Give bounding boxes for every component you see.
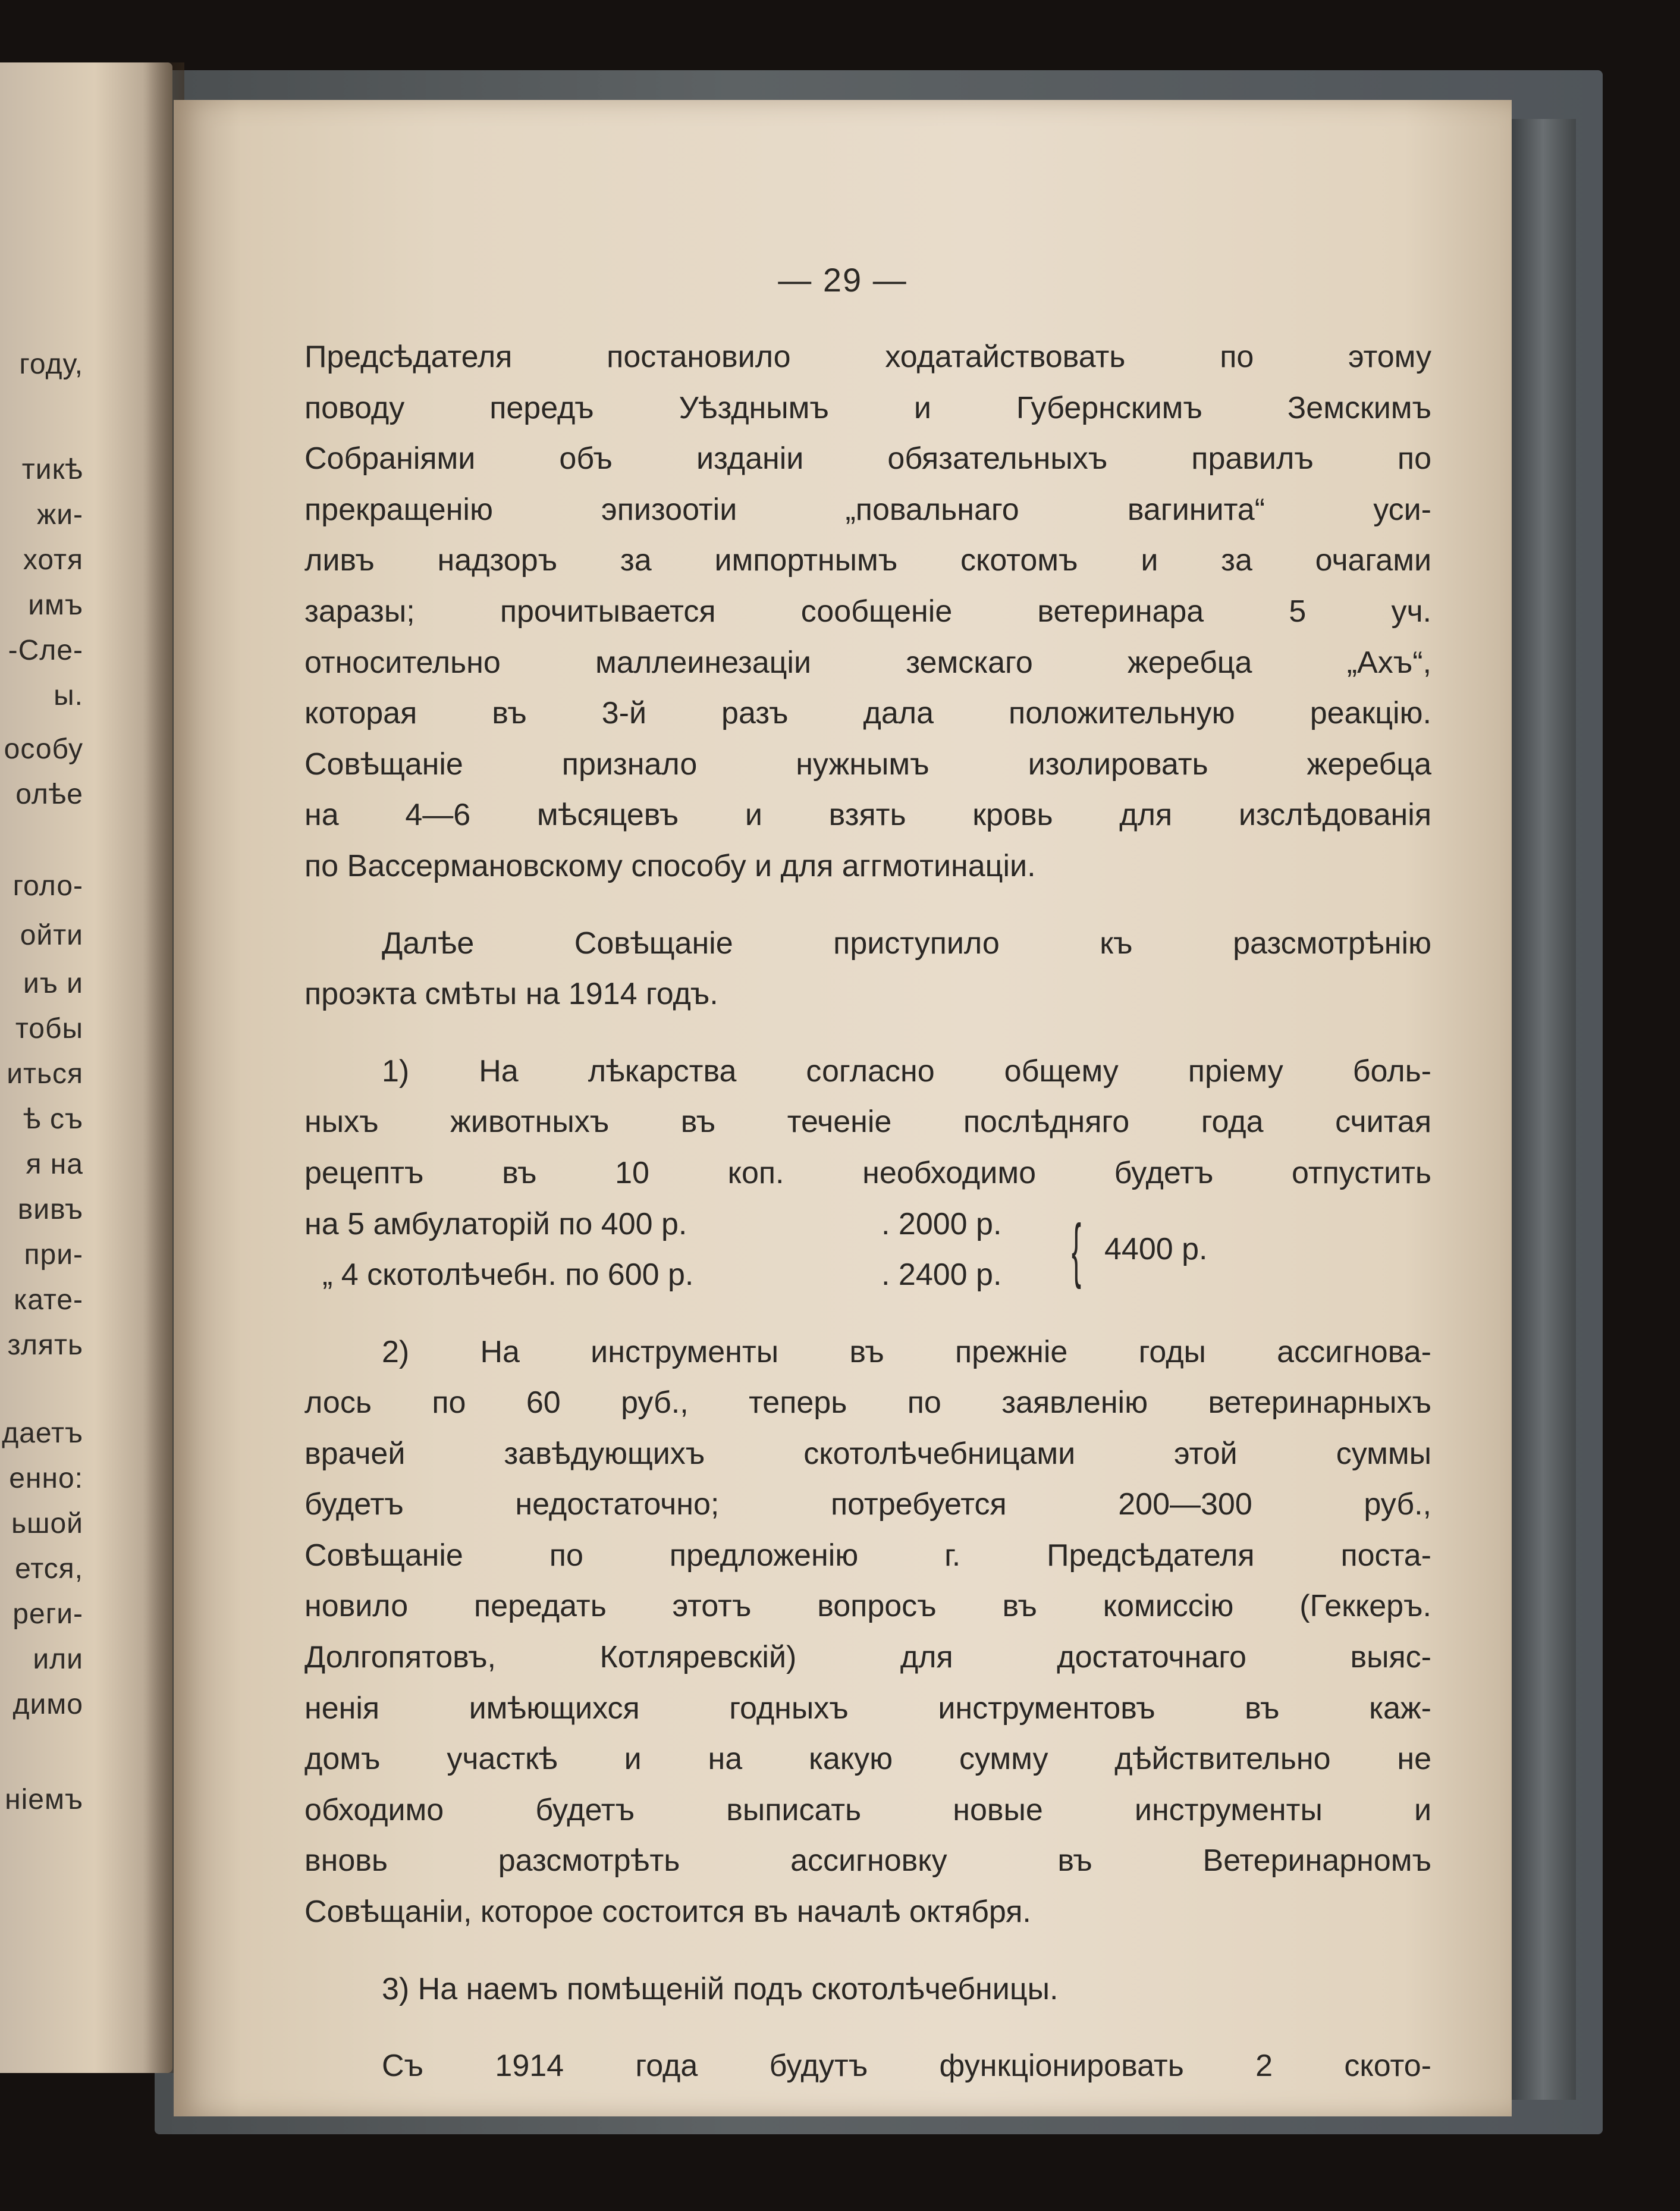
- text-line: Совѣщаніи, которое состоится въ началѣ октября.: [304, 1895, 1031, 1930]
- text-line: заразы; прочитывается сообщеніе ветеринара 5 уч.: [304, 594, 1431, 629]
- page-text: [304, 332, 1431, 2092]
- left-page-text-fragment: иъ и: [23, 968, 83, 999]
- text-line: врачей завѣдующихъ скотолѣчебницами этой суммы: [304, 1436, 1431, 1471]
- paragraph-2: [304, 918, 1431, 1020]
- text-line: которая въ 3-й разъ дала положительную реакцію.: [304, 696, 1431, 731]
- text-line: 2) На инструменты въ прежніе годы ассигнова-: [382, 1334, 1431, 1369]
- text-line: Собраніями объ изданіи обязательныхъ правилъ по: [304, 441, 1431, 476]
- left-page-text-fragment: я на: [26, 1149, 83, 1180]
- left-page-text-fragment: ойти: [20, 920, 83, 951]
- paragraph-3: [304, 1046, 1431, 1199]
- text-line: рецептъ въ 10 коп. необходимо будетъ отпустить: [304, 1155, 1431, 1190]
- book-cover-edge: [1511, 119, 1576, 2100]
- text-line: Предсѣдателя постановило ходатайствовать по этому: [304, 340, 1431, 374]
- cost-total: 4400 р.: [1104, 1231, 1208, 1266]
- left-page-text-fragment: голо-: [12, 870, 83, 902]
- text-line: Совѣщаніе признало нужнымъ изолировать жеребца: [304, 747, 1431, 782]
- text-line: Долгопятовъ, Котляревскій) для достаточнаго выяс-: [304, 1640, 1431, 1675]
- paragraph-1: [304, 332, 1431, 892]
- left-page-text-fragment: тикѣ: [21, 454, 83, 485]
- cost-amount: . 2000 р.: [881, 1206, 1002, 1241]
- text-line: обходимо будетъ выписать новые инструменты и: [304, 1792, 1431, 1827]
- left-page-text-fragment: имъ: [28, 589, 83, 621]
- right-page: [174, 100, 1512, 2116]
- left-page-text-fragment: иться: [7, 1058, 83, 1090]
- left-page-text-fragment: ьшой: [11, 1508, 83, 1539]
- cost-row-clinics: [304, 1250, 1431, 1301]
- text-line: ливъ надзоръ за импортнымъ скотомъ и за очагами: [304, 543, 1431, 578]
- left-page-text-fragment: или: [33, 1644, 83, 1675]
- brace-symbol: {: [1072, 1209, 1082, 1290]
- cost-label: на 5 амбулаторій по 400 р.: [304, 1206, 687, 1241]
- left-page-text-fragment: жи-: [37, 499, 83, 531]
- text-line: вновь разсмотрѣть ассигновку въ Ветеринарномъ: [304, 1843, 1431, 1878]
- left-page-text-fragment: енно:: [9, 1463, 83, 1494]
- left-page-text-fragment: олѣе: [15, 779, 83, 810]
- text-line: домъ участкѣ и на какую сумму дѣйствительно не: [304, 1742, 1431, 1777]
- paragraph-5: 3) На наемъ помѣщеній подъ скотолѣчебницы.: [382, 1971, 1059, 2006]
- left-page-text-fragment: вивъ: [17, 1194, 83, 1225]
- text-line: ныхъ животныхъ въ теченіе послѣдняго года считая: [304, 1105, 1431, 1140]
- text-line: ненія имѣющихся годныхъ инструментовъ въ каж-: [304, 1691, 1431, 1726]
- left-page-text-fragment: кате-: [14, 1284, 83, 1316]
- paragraph-4: [304, 1327, 1431, 1938]
- paragraph-6: Съ 1914 года будутъ функціонировать 2 ското-: [382, 2049, 1431, 2084]
- left-page-text-fragment: ніемъ: [5, 1784, 83, 1815]
- text-line: новило передать этотъ вопросъ въ комиссію (Геккеръ.: [304, 1589, 1431, 1624]
- text-line: проэкта смѣты на 1914 годъ.: [304, 977, 718, 1012]
- text-line: будетъ недостаточно; потребуется 200—300 руб.,: [304, 1487, 1431, 1522]
- left-page-text-fragment: хотя: [23, 544, 83, 576]
- left-page-text-fragment: злять: [7, 1329, 83, 1361]
- left-page-text-fragment: тобы: [15, 1013, 83, 1045]
- text-line: Далѣе Совѣщаніе приступило къ разсмотрѣнію: [382, 926, 1431, 961]
- cost-label: „ 4 скотолѣчебн. по 600 р.: [322, 1257, 694, 1293]
- left-page-text-fragment: году,: [19, 349, 83, 380]
- text-line: лось по 60 руб., теперь по заявленію ветеринарныхъ: [304, 1385, 1431, 1420]
- left-page-text-fragment: дaетъ: [2, 1417, 83, 1449]
- text-line: по Вассермановскому способу и для аггмотинаціи.: [304, 848, 1036, 883]
- left-page-text-fragment: ы.: [54, 680, 83, 711]
- cost-amount: . 2400 р.: [881, 1257, 1002, 1293]
- text-line: поводу передъ Уѣзднымъ и Губернскимъ Земскимъ: [304, 390, 1431, 425]
- text-line: прекращенію эпизоотіи „повальнаго вагинита“ уси-: [304, 492, 1431, 527]
- left-page-text-fragment: димо: [12, 1689, 83, 1720]
- cost-table: [304, 1199, 1431, 1301]
- left-page-text-fragment: особу: [4, 733, 83, 765]
- left-page-text-fragment: -Сле-: [8, 635, 83, 666]
- text-line: Совѣщаніе по предложенію г. Предсѣдателя поста-: [304, 1538, 1431, 1573]
- page-number: — 29 —: [778, 261, 907, 299]
- left-page-text-fragment: ется,: [15, 1553, 83, 1585]
- text-line: 1) На лѣкарства согласно общему пріему боль-: [382, 1053, 1431, 1089]
- left-page-text-fragment: при-: [24, 1239, 83, 1271]
- text-line: на 4—6 мѣсяцевъ и взять кровь для изслѣдованія: [304, 798, 1431, 833]
- text-line: относительно маллеинезаціи земскаго жеребца „Ахъ“,: [304, 645, 1431, 680]
- left-page-text-fragment: ѣ съ: [23, 1103, 83, 1135]
- left-page-text-fragment: реги-: [12, 1598, 83, 1630]
- cost-row-ambulatory: [304, 1199, 1431, 1250]
